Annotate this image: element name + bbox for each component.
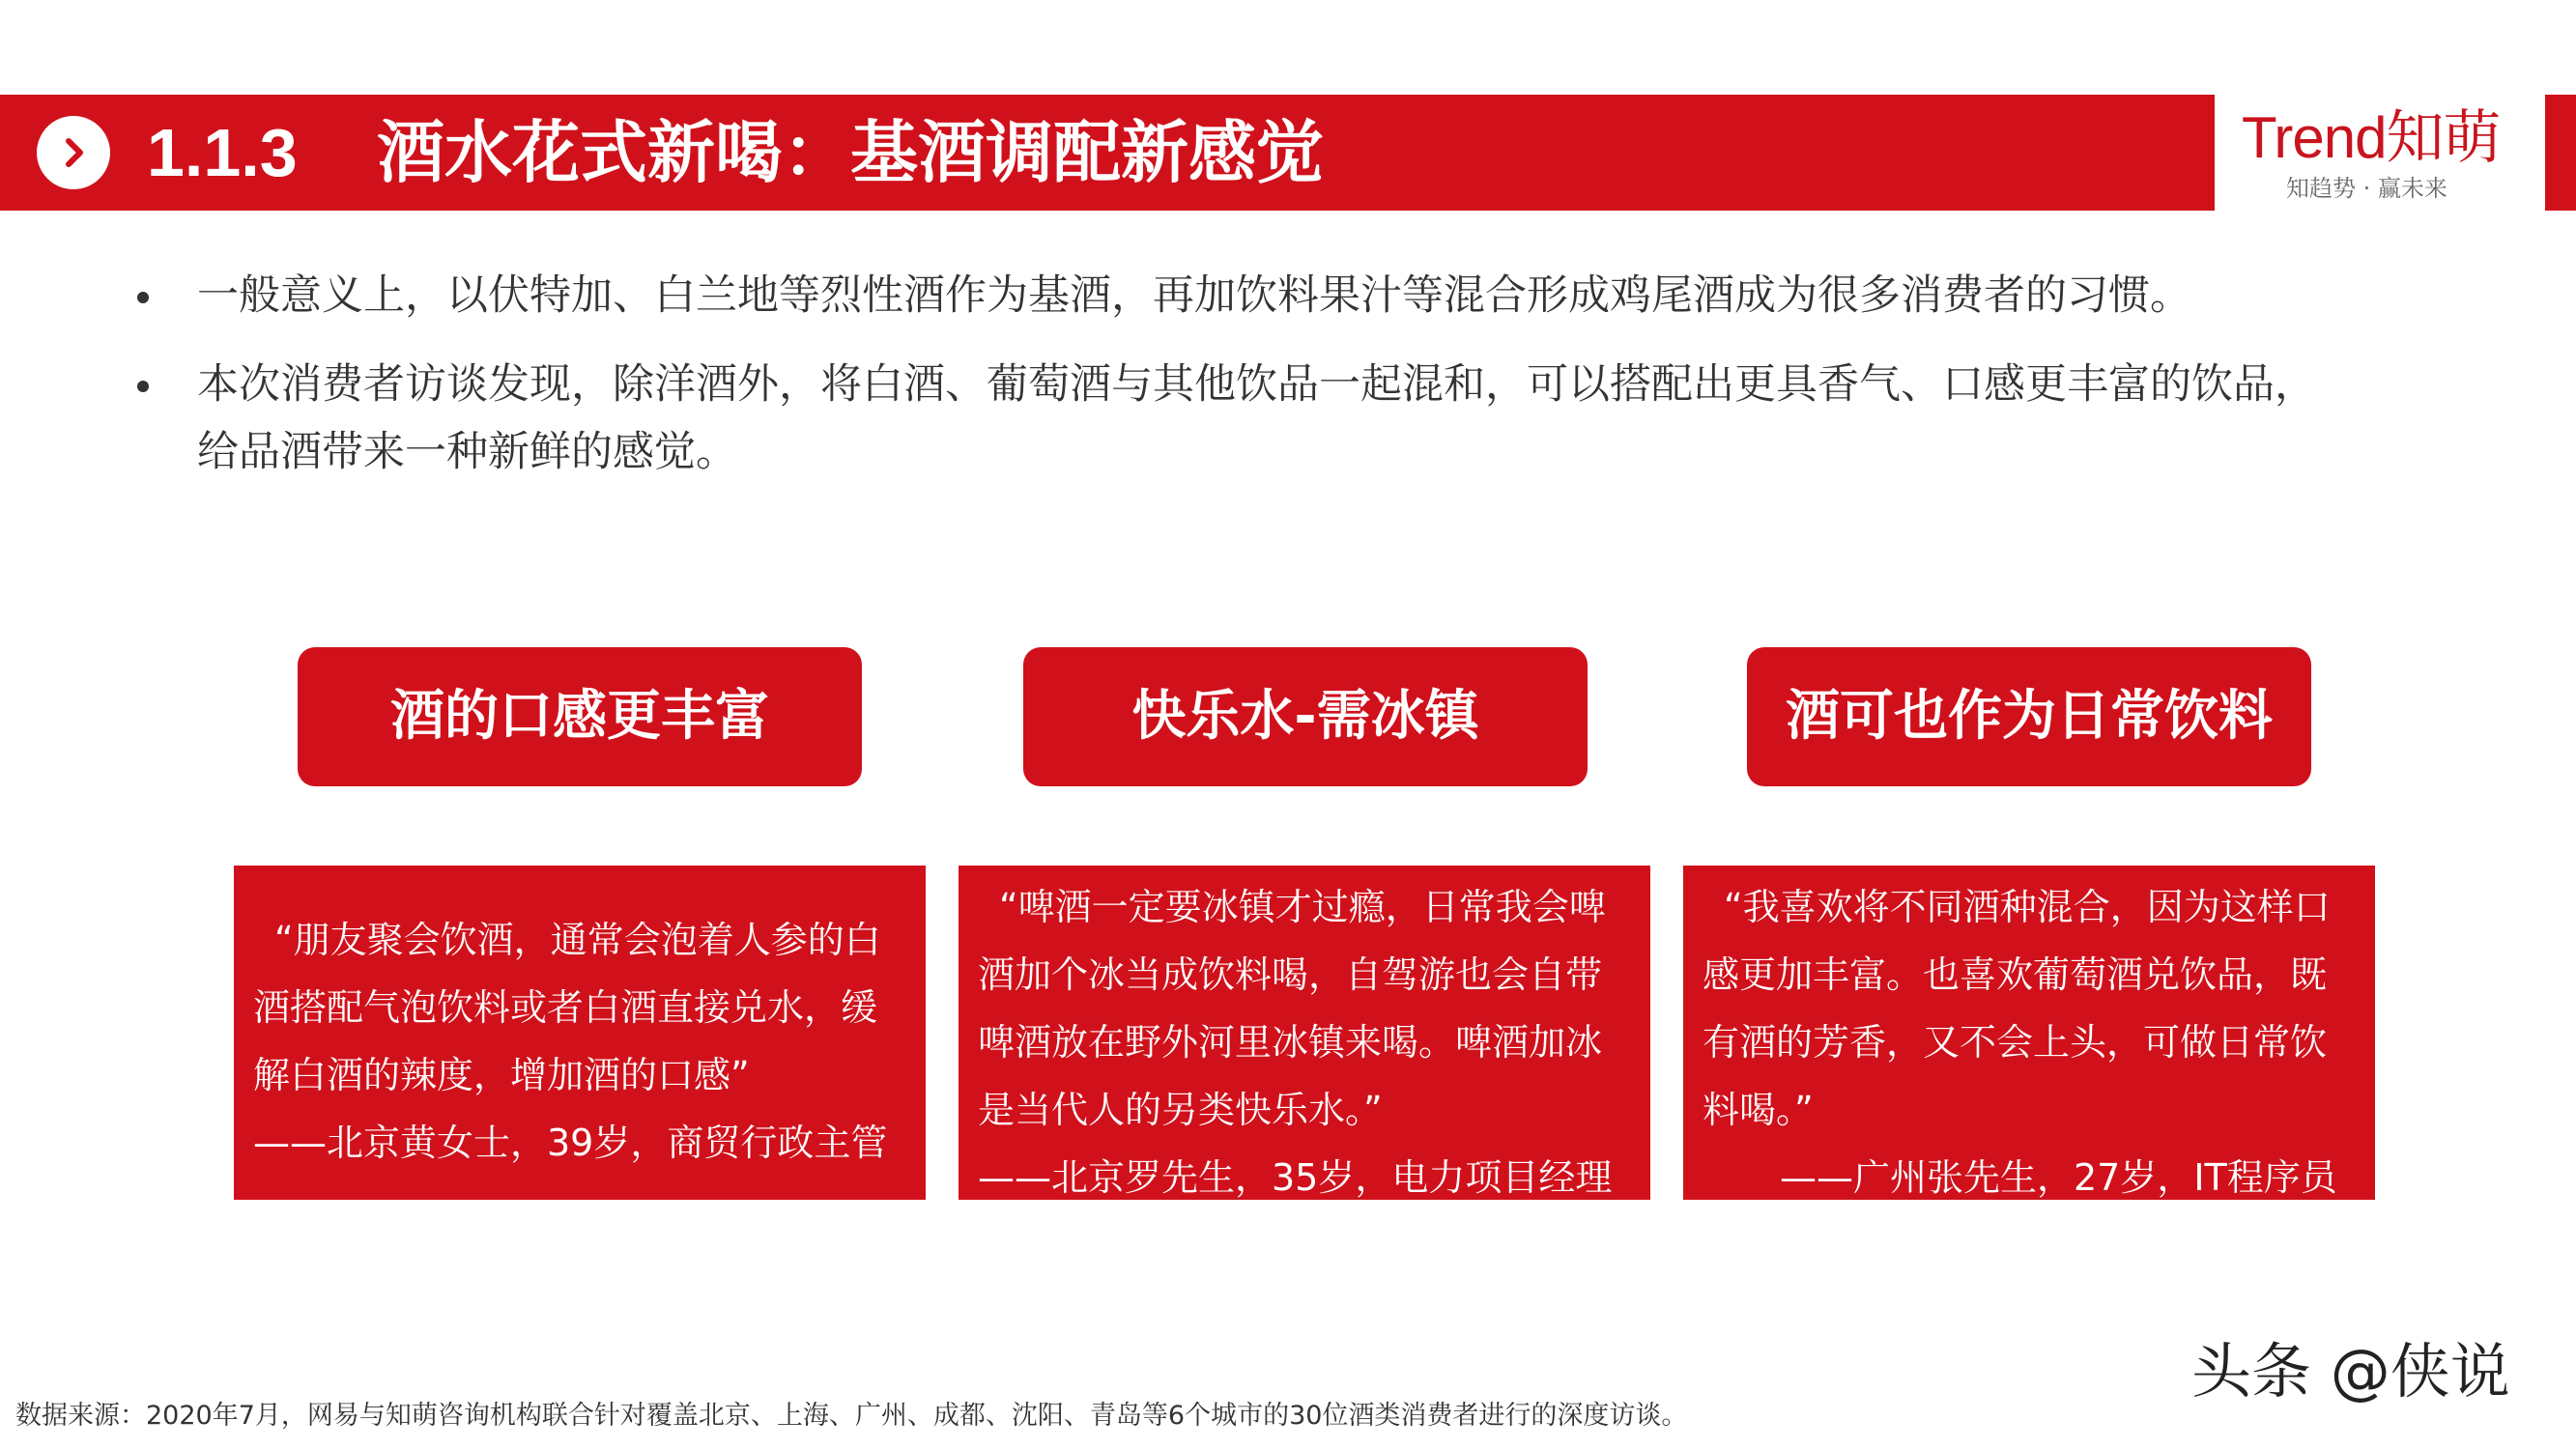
chevron-right-icon (37, 116, 110, 189)
quote-line: 酒搭配气泡饮料或者白酒直接兑水，缓 (253, 986, 878, 1029)
bullet-text-1: 一般意义上，以伏特加、白兰地等烈性酒作为基酒，再加饮料果汁等混合形成鸡尾酒成为很多消费者的习惯。 (197, 271, 2191, 320)
quote-line: “朋友聚会饮酒，通常会泡着人参的白 (274, 919, 881, 961)
quote-line: 感更加丰富。也喜欢葡萄酒兑饮品，既 (1703, 953, 2328, 996)
quote-line: 啤酒放在野外河里冰镇来喝。啤酒加冰 (978, 1021, 1603, 1064)
quote-line: 酒加个冰当成饮料喝，自驾游也会自带 (978, 953, 1603, 996)
quote-attribution: ——广州张先生，27岁，IT程序员 (1780, 1156, 2337, 1199)
quote-line: “我喜欢将不同酒种混合，因为这样口 (1724, 886, 2331, 928)
category-label-chilled: 快乐水-需冰镇 (1023, 647, 1588, 786)
data-source-note: 数据来源：2020年7月，网易与知萌咨询机构联合针对覆盖北京、上海、广州、成都、沈阳、青岛等6个城市的30位酒类消费者进行的深度访谈。 (15, 1401, 1688, 1431)
quote-attribution: ——北京罗先生，35岁，电力项目经理 (978, 1156, 1613, 1199)
bullet-text-2-line-1: 本次消费者访谈发现，除洋酒外，将白酒、葡萄酒与其他饮品一起混和，可以搭配出更具香气、口感更丰富的饮品， (197, 360, 2316, 409)
watermark: 头条 @侠说 (2191, 1336, 2510, 1406)
bullet-text-2-line-2: 给品酒带来一种新鲜的感觉。 (197, 428, 737, 476)
quote-card-3 (1683, 866, 2375, 1200)
category-label-taste: 酒的口感更丰富 (298, 647, 862, 786)
quote-line: “啤酒一定要冰镇才过瘾，日常我会啤 (999, 886, 1606, 928)
quote-line: 解白酒的辣度，增加酒的口感” (253, 1054, 750, 1096)
section-number: 1.1.3 (147, 115, 298, 190)
quote-line: 是当代人的另类快乐水。” (978, 1089, 1383, 1131)
quote-line: 料喝。” (1703, 1089, 1814, 1131)
bullet-dot-icon (137, 381, 149, 392)
category-label-daily-drink: 酒可也作为日常饮料 (1747, 647, 2311, 786)
quote-card-1 (234, 866, 926, 1200)
quote-card-2 (959, 866, 1650, 1200)
quote-attribution: ——北京黄女士，39岁，商贸行政主管 (253, 1122, 888, 1164)
brand-logo: Trend知萌 (2242, 105, 2501, 170)
header-right-accent (2545, 95, 2576, 211)
bullet-dot-icon (137, 292, 149, 303)
quote-line: 有酒的芳香，又不会上头，可做日常饮 (1703, 1021, 2328, 1064)
brand-slogan: 知趋势 · 赢未来 (2286, 175, 2447, 202)
page-title: 酒水花式新喝：基酒调配新感觉 (377, 113, 1324, 192)
